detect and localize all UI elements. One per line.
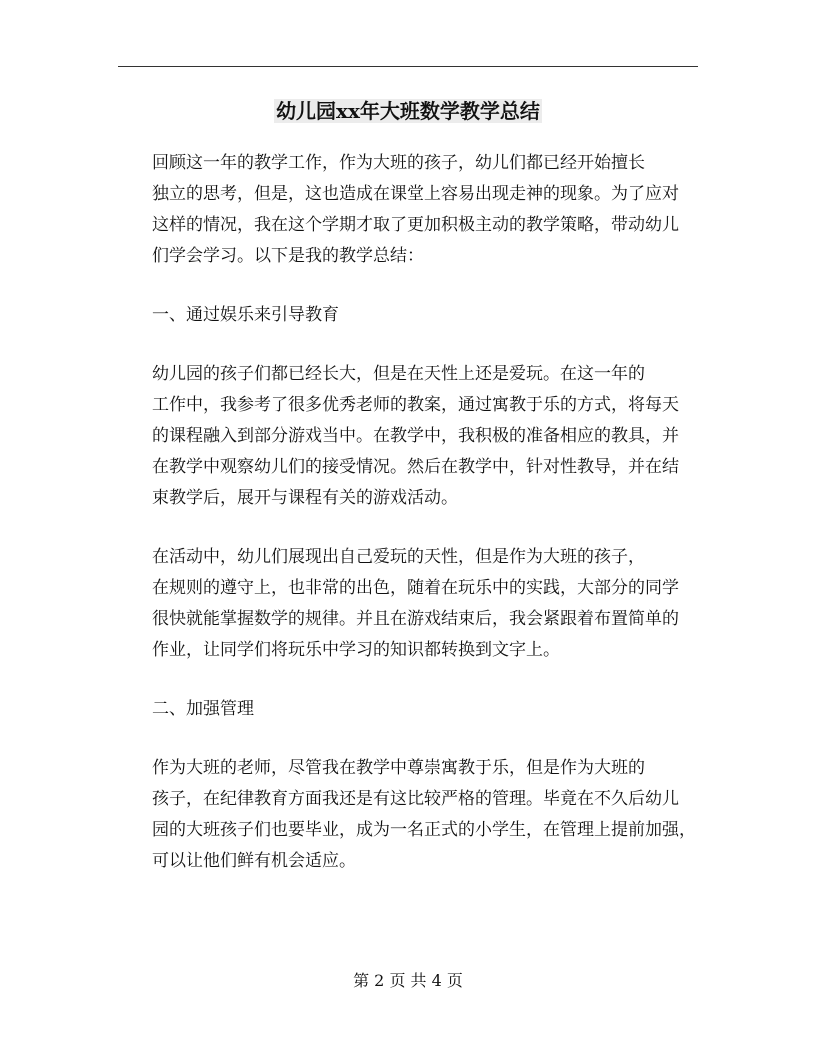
text-line: 在教学中观察幼儿们的接受情况。然后在教学中，针对性教导，并在结 bbox=[152, 457, 679, 477]
text-line: 孩子，在纪律教育方面我还是有这比较严格的管理。毕竟在不久后幼儿 bbox=[152, 789, 679, 809]
section1-paragraph-2 bbox=[118, 542, 698, 666]
intro-paragraph bbox=[118, 148, 698, 272]
document-title bbox=[0, 96, 816, 126]
section-heading-2: 二、加强管理 bbox=[152, 699, 254, 719]
text-line: 束教学后，展开与课程有关的游戏活动。 bbox=[152, 488, 458, 508]
text-line: 们学会学习。以下是我的教学总结： bbox=[152, 246, 424, 266]
text-line: 幼儿园的孩子们都已经长大，但是在天性上还是爱玩。在这一年的 bbox=[152, 364, 645, 384]
text-line: 回顾这一年的教学工作，作为大班的孩子，幼儿们都已经开始擅长 bbox=[152, 153, 645, 173]
text-line: 在规则的遵守上，也非常的出色，随着在玩乐中的实践，大部分的同学 bbox=[152, 578, 679, 598]
text-line: 工作中，我参考了很多优秀老师的教案，通过寓教于乐的方式，将每天 bbox=[152, 395, 679, 415]
section-heading-1: 一、通过娱乐来引导教育 bbox=[152, 305, 339, 325]
text-line: 很快就能掌握数学的规律。并且在游戏结束后，我会紧跟着布置简单的 bbox=[152, 609, 679, 629]
text-line: 在活动中，幼儿们展现出自己爱玩的天性，但是作为大班的孩子， bbox=[152, 547, 645, 567]
text-line: 独立的思考，但是，这也造成在课堂上容易出现走神的现象。为了应对 bbox=[152, 184, 679, 204]
text-line: 这样的情况，我在这个学期才取了更加积极主动的教学策略，带动幼儿 bbox=[152, 215, 679, 235]
page-footer: 第 2 页 共 4 页 bbox=[353, 971, 463, 990]
text-line: 的课程融入到部分游戏当中。在教学中，我积极的准备相应的教具，并 bbox=[152, 426, 679, 446]
text-line: 作业，让同学们将玩乐中学习的知识都转换到文字上。 bbox=[152, 640, 560, 660]
text-line: 园的大班孩子们也要毕业，成为一名正式的小学生，在管理上提前加强， bbox=[152, 820, 696, 840]
document-body bbox=[118, 148, 698, 877]
section2-paragraph-1 bbox=[118, 753, 698, 877]
header-rule bbox=[118, 66, 698, 67]
text-line: 可以让他们鲜有机会适应。 bbox=[152, 851, 356, 871]
section1-paragraph-1 bbox=[118, 359, 698, 514]
document-title-text: 幼儿园xx年大班数学教学总结 bbox=[276, 99, 540, 123]
text-line: 作为大班的老师，尽管我在教学中尊崇寓教于乐，但是作为大班的 bbox=[152, 758, 645, 778]
